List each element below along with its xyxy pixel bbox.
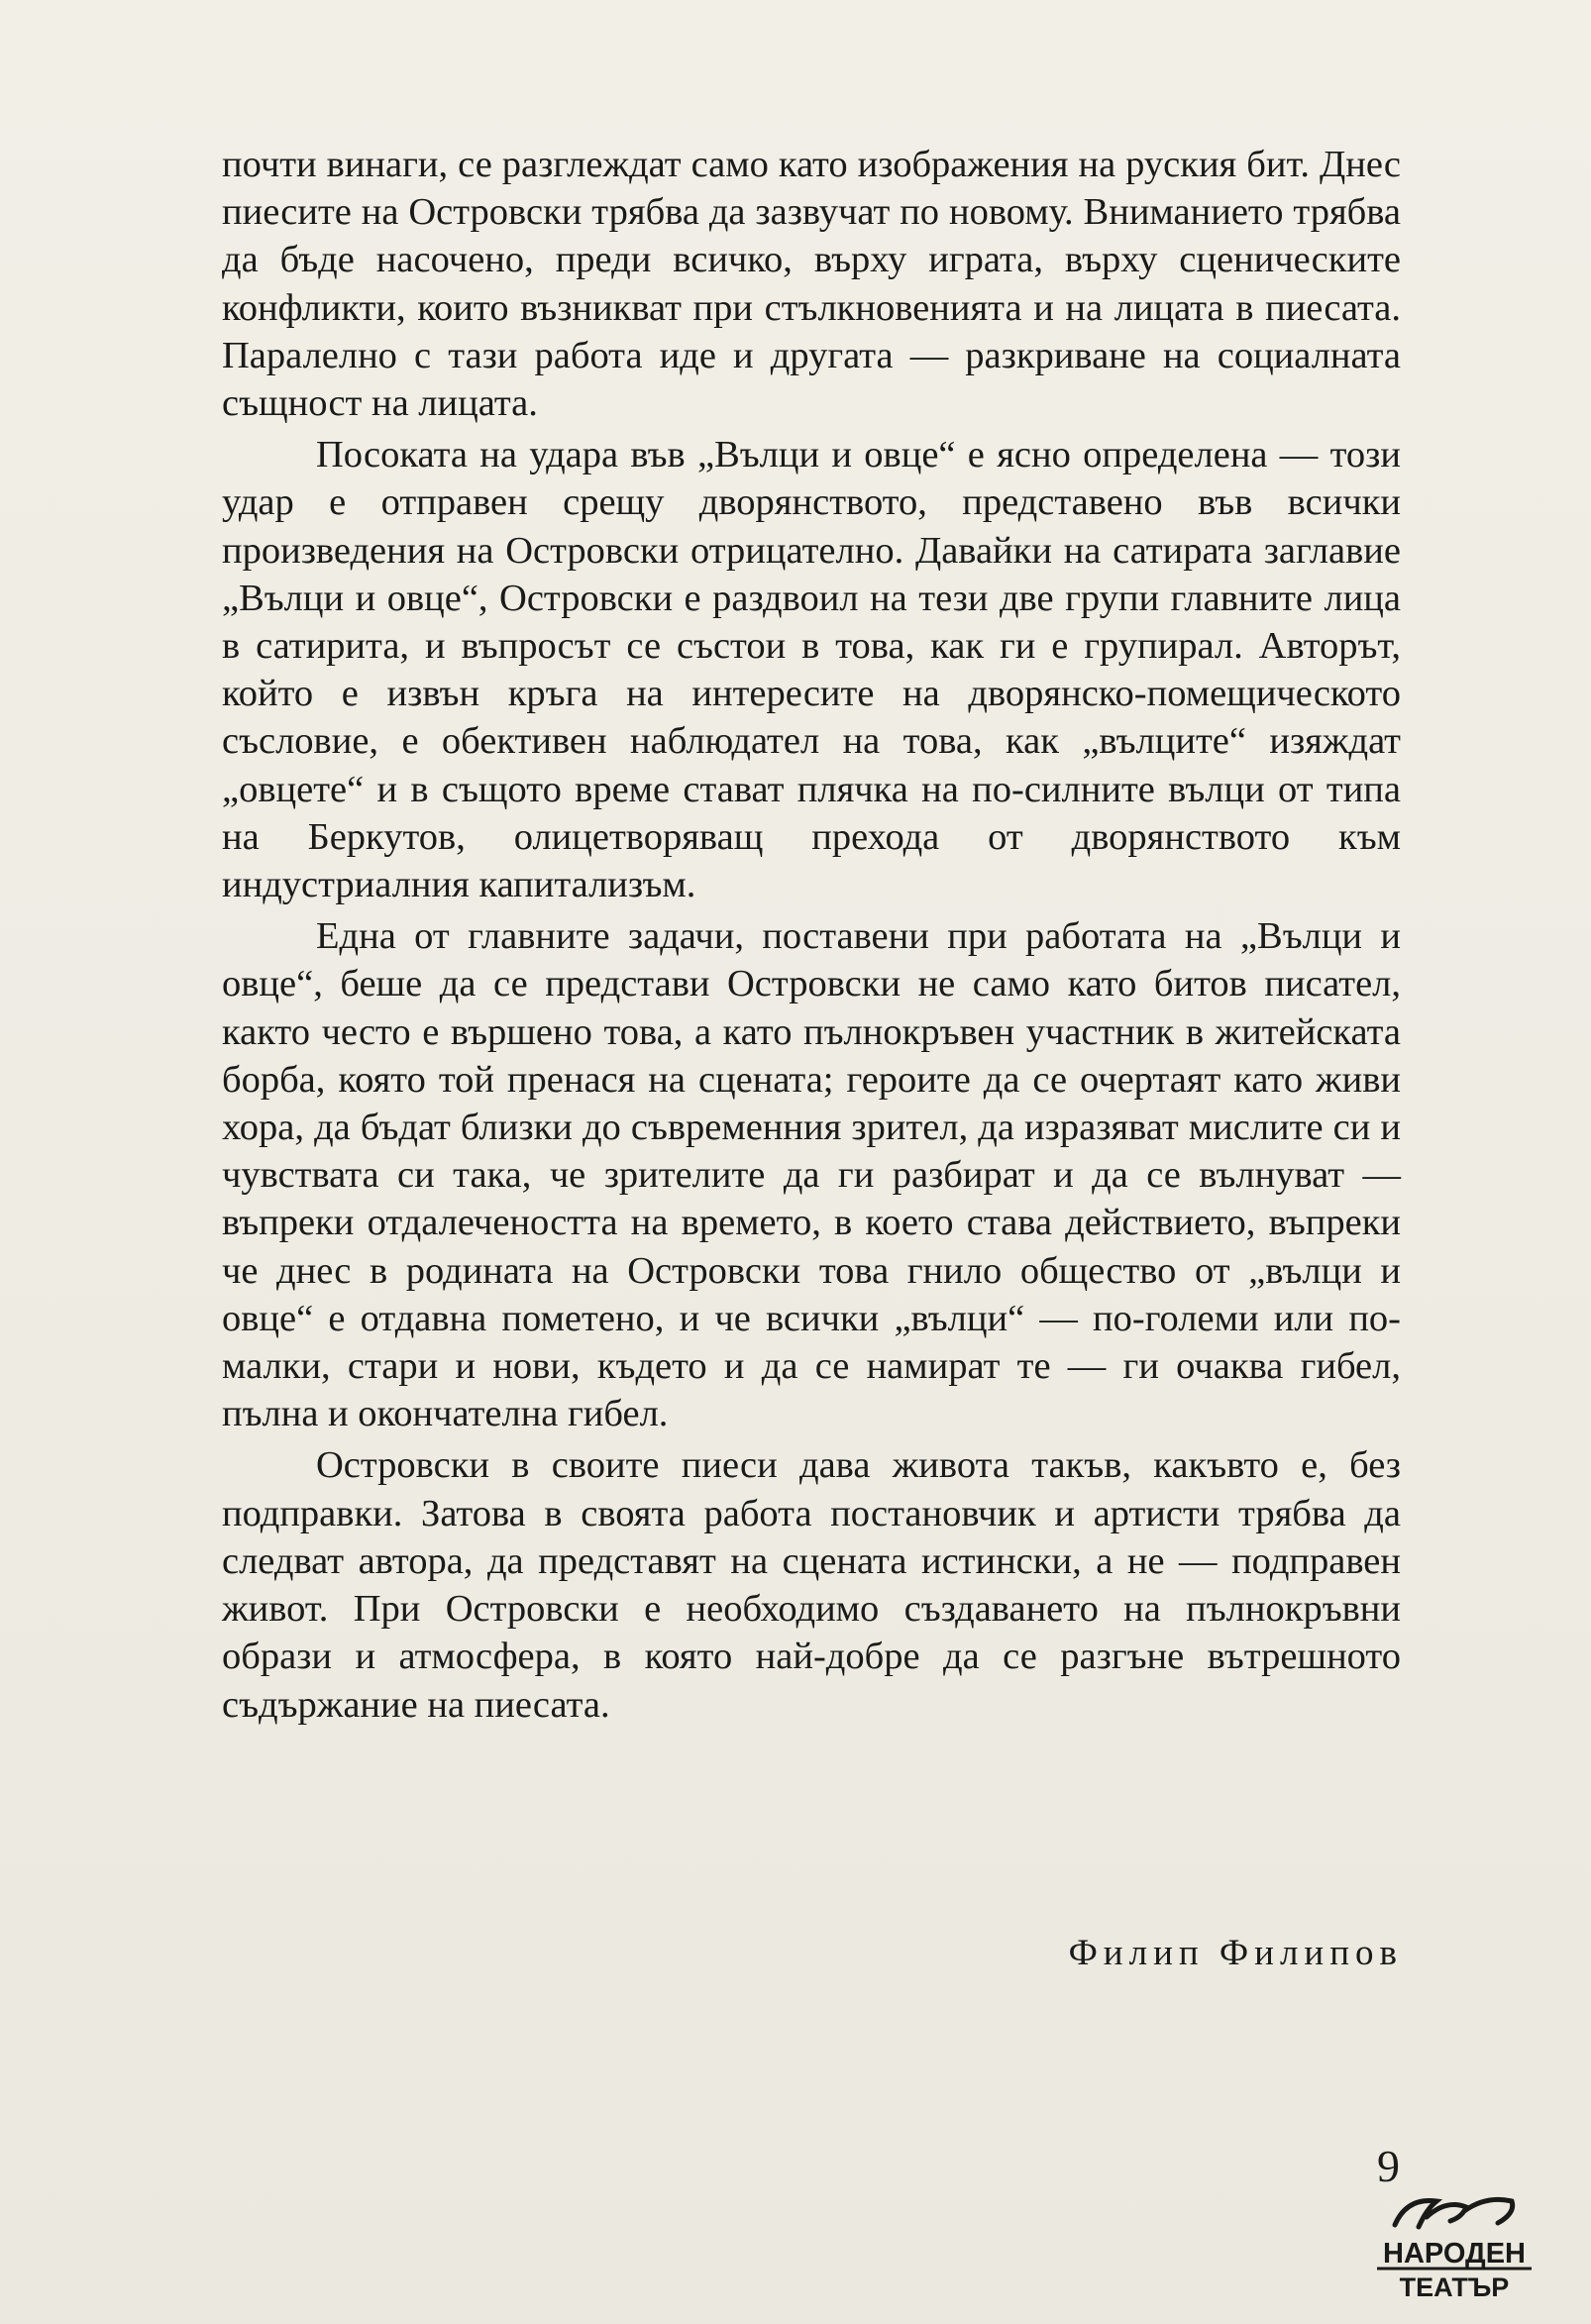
paragraph-3: Една от главните задачи, поставени при работата на „Вълци и овце“, беше да се представи Островски не само като битов писател, както често е вършено това, а като пълнокръвен участник в житейската борба, която той пренася на сцената; героите да се очертаят като живи хора, да бъдат близки до съвременния зрител, да изразяват мислите си и чувствата си така, че зрителите да ги разбират и да се вълнуват — въпреки отдалечеността на времето, в което става действието, въпреки че днес в родината на Островски това гнило общество от „вълци и овце“ е отдавна пометено, и че всички „вълци“ — по-големи или по-малки, стари и нови, където и да се намират те — ги очаква гибел, пълна и окончателна гибел. (222, 915, 1401, 1435)
author-signature: Филип Филипов (1068, 1933, 1403, 1973)
article-body (222, 141, 1401, 1729)
paragraph-2: Посоката на удара във „Вълци и овце“ е ясно определена — този удар е отправен срещу дворянството, представено във всички произведения на Островски отрицателно. Давайки на сатирата заглавие „Вълци и овце“, Островски е раздвоил на тези две групи главните лица в сатирита, и въпросът се състои в това, как ги е групирал. Авторът, който е извън кръга на интересите на дворянско-помещическото съсловие, е обективен наблюдател на това, как „вълците“ изяждат „овцете“ и в същото време стават плячка на по-силните вълци от типа на Беркутов, олицетворяващ прехода от дворянството към индустриалния капитализъм. (222, 434, 1401, 906)
paragraph-4: Островски в своите пиеси дава живота такъв, какъвто е, без подправки. Затова в своята работа постановчик и артисти трябва да следват автора, да представят на сцената истински, а не — подправен живот. При Островски е необходимо създаването на пълнокръвни образи и атмосфера, в която най-добре да се разгъне вътрешното съдържание на пиесата. (222, 1444, 1401, 1726)
paragraph-1: почти винаги, се разглеждат само като изображения на руския бит. Днес пиесите на Островски трябва да зазвучат по новому. Вниманието трябва да бъде насочено, преди всичко, върху играта, върху сценическите конфликти, които възникват при стълкновенията и на лицата в пиесата. Паралелно с тази работа иде и другата — разкриване на социалната същност на лицата. (222, 144, 1401, 425)
logo-line-2: ТЕАТЪР (1399, 2272, 1510, 2302)
theatre-logo-icon (1367, 2187, 1541, 2306)
page-number: 9 (1377, 2141, 1400, 2191)
logo-line-1: НАРОДЕН (1383, 2238, 1526, 2270)
national-theatre-logo (1367, 2187, 1541, 2306)
